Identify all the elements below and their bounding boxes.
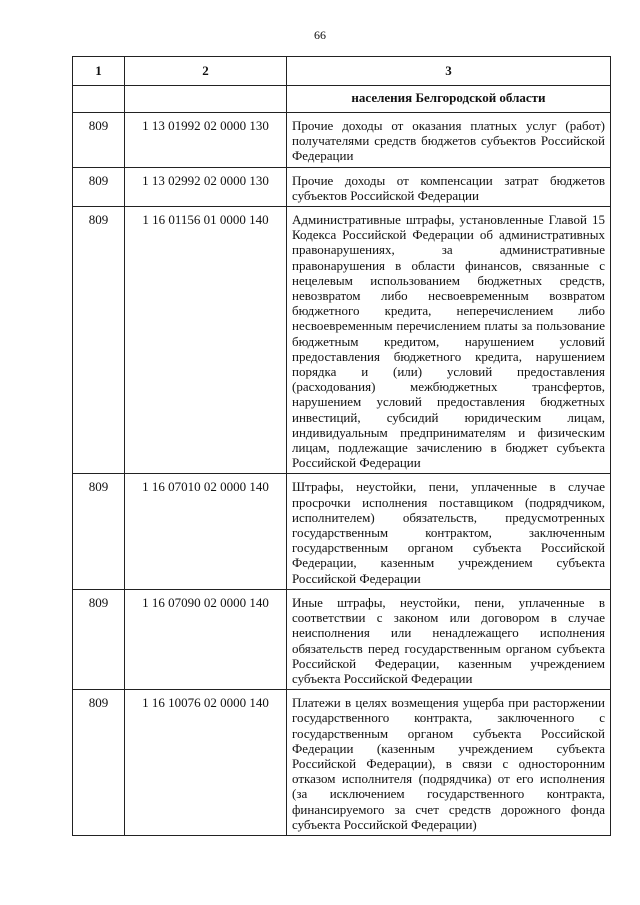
admin-code: 809 — [73, 207, 125, 474]
revenue-description: Административные штрафы, установленные Главой 15 Кодекса Российской Федерации об административных правонарушениях, за административные правонарушения в области финансов, связанные с нецелевым использованием бюджетных средств, невозвратом либо несвоевременным возвратом бюджетного кредита, неперечислением либо несвоевременным перечислением платы за пользование бюджетным кредитом, нарушением условий предоставления бюджетного кредита, нарушением порядка и (или) условий предоставления (расходования) межбюджетных трансфертов, нарушением условий предоставления бюджетных инвестиций, субсидий юридическим лицам, индивидуальным предпринимателям и физическим лицам, подлежащие зачислению в бюджет субъекта Российской Федерации — [287, 207, 611, 474]
admin-code: 809 — [73, 589, 125, 689]
table-row — [73, 690, 611, 836]
revenue-description: Платежи в целях возмещения ущерба при расторжении государственного контракта, заключенного с государственным органом субъекта Российской Федерации (казенным учреждением субъекта Российской Федерации), в связи с односторонним отказом исполнителя (подрядчика) от его исполнения (за исключением государственного контракта, финансируемого за счет средств дорожного фонда субъекта Российской Федерации) — [287, 690, 611, 836]
page-number: 66 — [314, 28, 326, 42]
revenue-description: Штрафы, неустойки, пени, уплаченные в случае просрочки исполнения поставщиком (подрядчиком, исполнителем) обязательств, предусмотренных государственным контрактом, заключенным государственным органом субъекта Российской Федерации, казенным учреждением субъекта Российской Федерации — [287, 474, 611, 589]
table-row — [73, 167, 611, 206]
header-col-2: 2 — [125, 57, 287, 86]
kbk-code: 1 13 01992 02 0000 130 — [125, 113, 287, 168]
continued-heading: населения Белгородской области — [287, 86, 611, 113]
continued-heading-row — [73, 86, 611, 113]
kbk-code: 1 16 07010 02 0000 140 — [125, 474, 287, 589]
revenue-description: Иные штрафы, неустойки, пени, уплаченные в соответствии с законом или договором в случае неисполнения или ненадлежащего исполнения обязательств перед государственным органом субъекта Российской Федерации, казенным учреждением субъекта Российской Федерации — [287, 589, 611, 689]
table-row — [73, 207, 611, 474]
kbk-code: 1 16 07090 02 0000 140 — [125, 589, 287, 689]
admin-code: 809 — [73, 167, 125, 206]
admin-code: 809 — [73, 474, 125, 589]
table-row — [73, 589, 611, 689]
kbk-code: 1 16 10076 02 0000 140 — [125, 690, 287, 836]
table-row — [73, 113, 611, 168]
revenue-description: Прочие доходы от компенсации затрат бюджетов субъектов Российской Федерации — [287, 167, 611, 206]
kbk-code: 1 16 01156 01 0000 140 — [125, 207, 287, 474]
admin-code: 809 — [73, 690, 125, 836]
header-col-3: 3 — [287, 57, 611, 86]
header-col-1: 1 — [73, 57, 125, 86]
kbk-code: 1 13 02992 02 0000 130 — [125, 167, 287, 206]
table-row — [73, 474, 611, 589]
table-header-row — [73, 57, 611, 86]
revenue-codes-table — [72, 56, 611, 836]
admin-code: 809 — [73, 113, 125, 168]
revenue-description: Прочие доходы от оказания платных услуг (работ) получателями средств бюджетов субъектов Российской Федерации — [287, 113, 611, 168]
